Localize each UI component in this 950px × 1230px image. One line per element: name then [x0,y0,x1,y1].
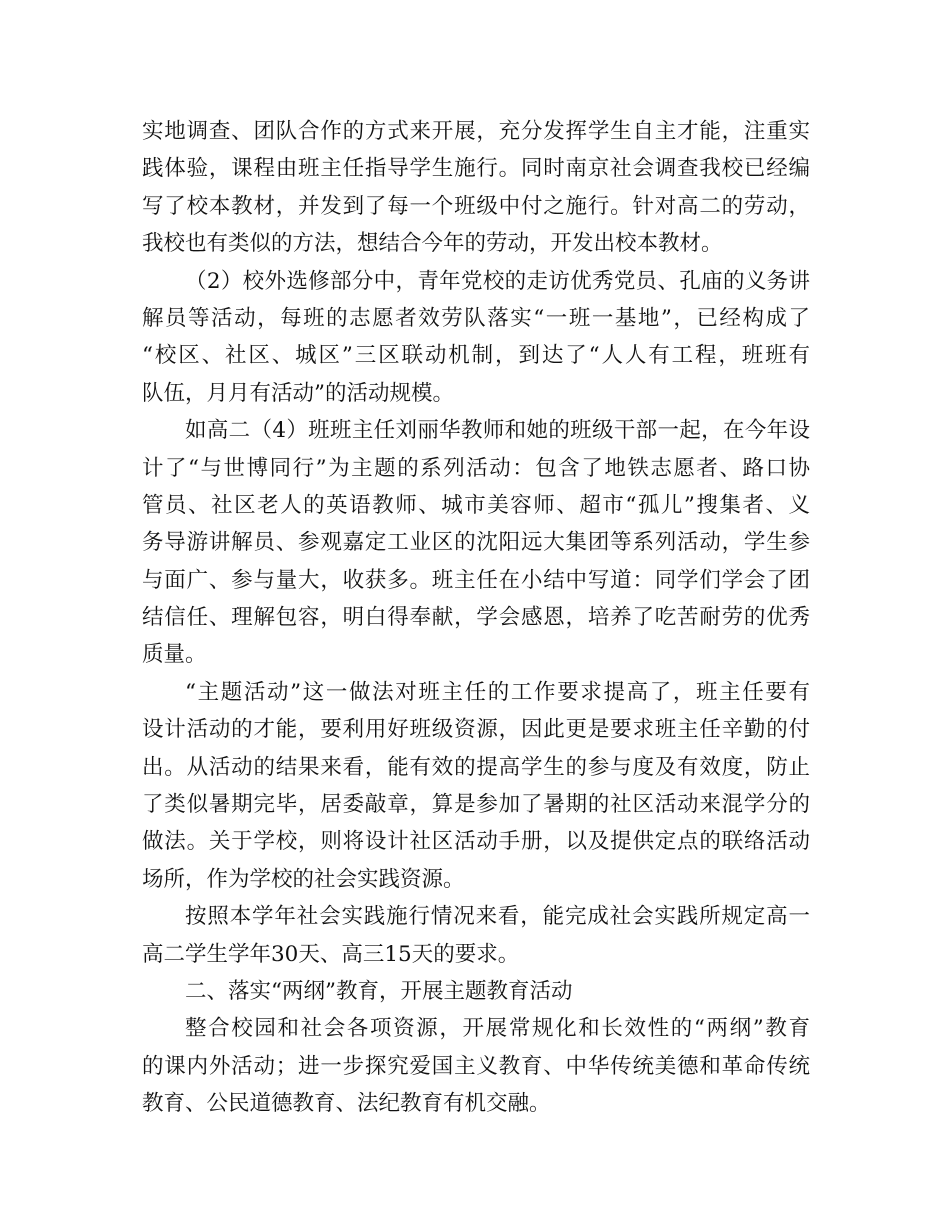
text-line: 按照本学年社会实践施行情况来看，能完成社会实践所规定高一 [185,904,810,930]
paragraph-1 [142,113,810,263]
text-line: 解员等活动，每班的志愿者效劳队落实“一班一基地”，已经构成了 [142,305,810,331]
text-line: 践体验，课程由班主任指导学生施行。同时南京社会调查我校已经编 [142,156,810,182]
text-line: 与面广、参与量大，收获多。班主任在小结中写道：同学们学会了团 [142,567,810,593]
text-line: 出。从活动的结果来看，能有效的提高学生的参与度及有效度，防止 [142,754,810,780]
text-line: （2）校外选修部分中，青年党校的走访优秀党员、孔庙的义务讲 [185,268,810,294]
section-heading [142,973,810,1010]
text-line: 如高二（4）班班主任刘丽华教师和她的班级干部一起，在今年设 [185,418,810,444]
text-line: 结信任、理解包容，明白得奉献，学会感恩，培养了吃苦耐劳的优秀 [142,605,810,631]
text-line: 管员、社区老人的英语教师、城市美容师、超市“孤儿”搜集者、义 [142,492,810,518]
paragraph-5 [142,898,810,973]
text-line: 场所，作为学校的社会实践资源。 [142,866,465,892]
text-line: 我校也有类似的方法，想结合今年的劳动，开发出校本教材。 [142,231,723,257]
paragraph-2 [142,263,810,413]
text-line: “校区、社区、城区”三区联动机制，到达了“人人有工程，班班有 [142,343,810,369]
text-line: 计了“与世博同行”为主题的系列活动：包含了地铁志愿者、路口协 [142,455,810,481]
text-line: 的课内外活动；进一步探究爱国主义教育、中华传统美德和革命传统 [142,1053,810,1079]
text-line: 质量。 [142,642,207,668]
paragraph-3 [142,412,810,674]
text-line: 整合校园和社会各项资源，开展常规化和长效性的“两纲”教育 [185,1016,810,1042]
text-line: 了类似暑期完毕，居委敲章，算是参加了暑期的社区活动来混学分的 [142,792,810,818]
paragraph-6 [142,1010,810,1122]
document-body [142,113,810,1123]
text-line: 做法。关于学校，则将设计社区活动手册，以及提供定点的联络活动 [142,829,810,855]
heading-line: 二、落实“两纲”教育，开展主题教育活动 [185,978,573,1004]
text-line: 队伍，月月有活动”的活动规模。 [142,380,454,406]
text-line: 教育、公民道德教育、法纪教育有机交融。 [142,1091,551,1117]
text-line: 务导游讲解员、参观嘉定工业区的沈阳远大集团等系列活动，学生参 [142,530,810,556]
text-line: 高二学生学年30天、高三15天的要求。 [142,941,520,967]
paragraph-4 [142,674,810,898]
text-line: 设计活动的才能，要利用好班级资源，因此更是要求班主任辛勤的付 [142,717,810,743]
text-line: 写了校本教材，并发到了每一个班级中付之施行。针对高二的劳动， [142,193,810,219]
text-line: “主题活动”这一做法对班主任的工作要求提高了，班主任要有 [185,679,810,705]
text-line: 实地调查、团队合作的方式来开展，充分发挥学生自主才能，注重实 [142,119,810,144]
